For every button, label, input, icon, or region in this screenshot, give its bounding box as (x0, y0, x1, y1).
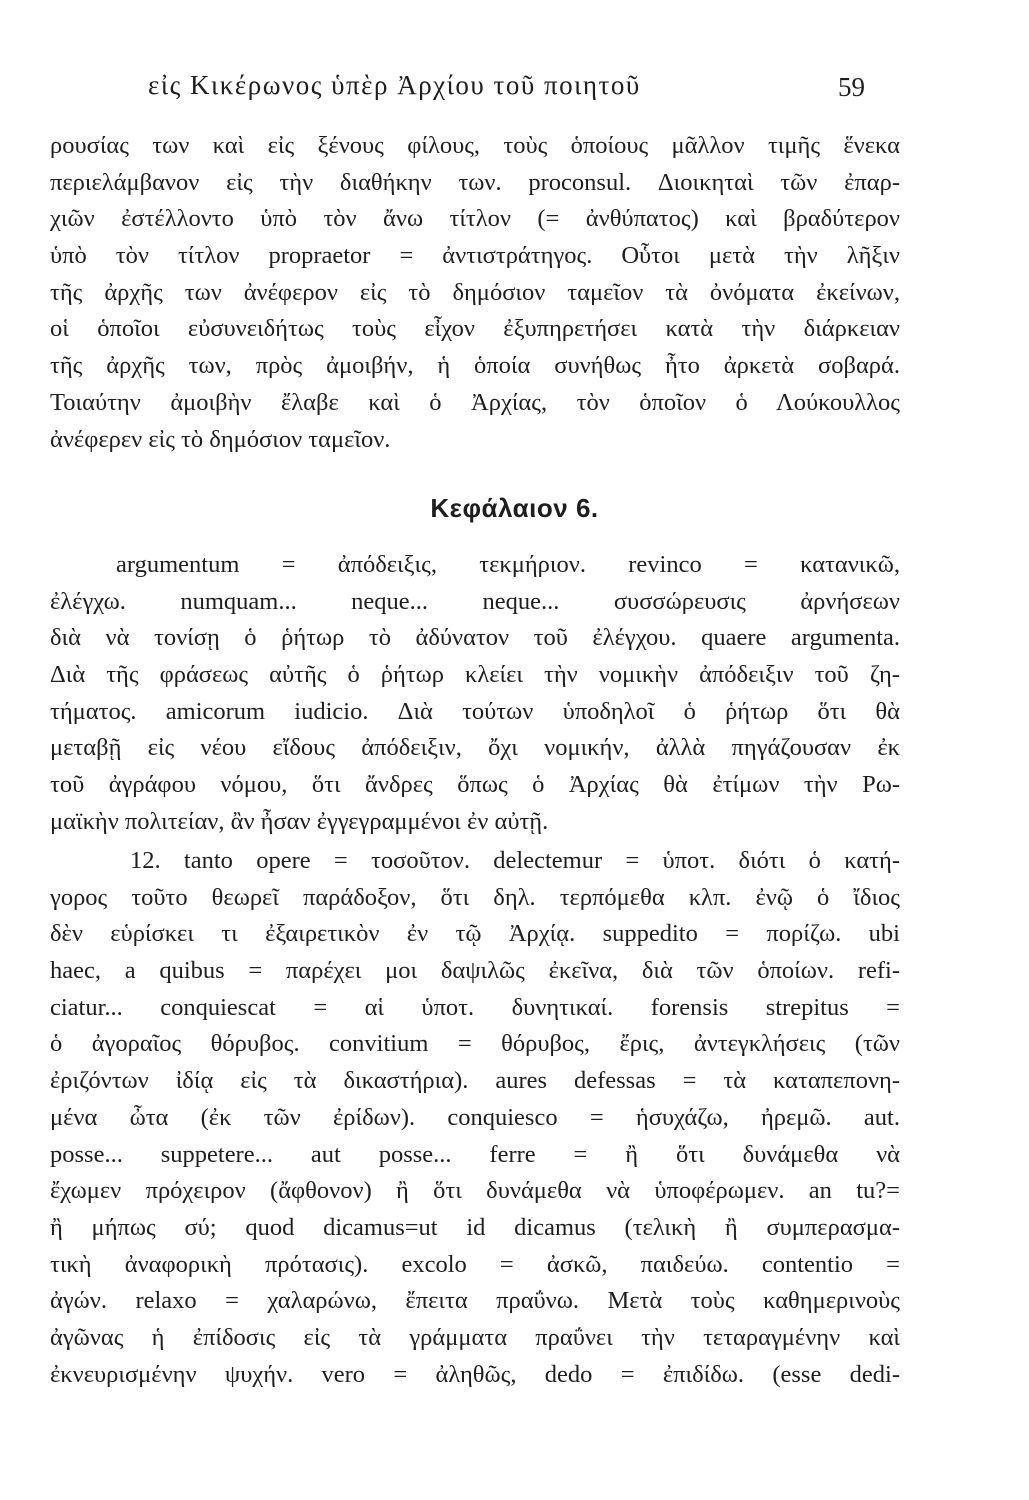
text-line: ἀνέφερεν εἰς τὸ δημόσιον ταμεῖον. (50, 425, 391, 453)
text-line: posse... suppetere... aut posse... ferre = ἢ ὅτι δυνάμεθα νὰ (50, 1140, 900, 1168)
text-line: περιελάμβανον εἰς τὴν διαθήκην των. proconsul. Διοικηταὶ τῶν ἐπαρ- (50, 168, 900, 196)
text-line: μεταβῇ εἰς νέου εἴδους ἀπόδειξιν, ὄχι νομικήν, ἀλλὰ πηγάζουσαν ἐκ (50, 734, 900, 762)
paragraph-commentary-1 (50, 128, 900, 458)
text-line: Τοιαύτην ἀμοιβὴν ἔλαβε καὶ ὁ Ἀρχίας, τὸν ὁποῖον ὁ Λούκουλλος (50, 388, 900, 416)
text-line: ἐριζόντων ἰδίᾳ εἰς τὰ δικαστήρια). aures defessas = τὰ καταπεπονη- (50, 1067, 900, 1095)
text-line: ὁ ἀγοραῖος θόρυβος. convitium = θόρυβος, ἔρις, ἀντεγκλήσεις (τῶν (50, 1030, 900, 1058)
text-line: Διὰ τῆς φράσεως αὐτῆς ὁ ῥήτωρ κλείει τὴν νομικὴν ἀπόδειξιν τοῦ ζη- (50, 661, 900, 689)
chapter-heading: Κεφάλαιον 6. (430, 493, 599, 523)
text-line: γορος τοῦτο θεωρεῖ παράδοξον, ὅτι δηλ. τερπόμεθα κλπ. ἐνῷ ὁ ἴδιος (50, 883, 900, 911)
text-line: τοῦ ἀγράφου νόμου, ὅτι ἄνδρες ὅπως ὁ Ἀρχίας θὰ ἐτίμων τὴν Ρω- (50, 771, 900, 799)
running-title: εἰς Κικέρωνος ὑπὲρ Ἀρχίου τοῦ ποιητοῦ (148, 70, 641, 100)
text-line: ἢ μήπως σύ; quod dicamus=ut id dicamus (τελικὴ ἢ συμπερασμα- (50, 1213, 900, 1241)
text-line: argumentum = ἀπόδειξις, τεκμήριον. revinco = κατανικῶ, (116, 551, 900, 578)
text-line: τικὴ ἀναφορικὴ πρότασις). excolo = ἀσκῶ, παιδεύω. contentio = (50, 1250, 900, 1278)
text-line: haec, a quibus = παρέχει μοι δαψιλῶς ἐκεῖνα, διὰ τῶν ὁποίων. refi- (50, 957, 900, 985)
text-line: τῆς ἀρχῆς των, πρὸς ἀμοιβήν, ἡ ὁποία συνήθως ἦτο ἀρκετὰ σοβαρά. (50, 352, 900, 380)
text-line: μένα ὦτα (ἐκ τῶν ἐρίδων). conquiesco = ἡσυχάζω, ἠρεμῶ. aut. (50, 1103, 900, 1131)
text-line: διὰ νὰ τονίσῃ ὁ ῥήτωρ τὸ ἀδύνατον τοῦ ἐλέγχου. quaere argumenta. (50, 624, 900, 652)
text-line: ἐλέγχω. numquam... neque... neque... συσσώρευσις ἀρνήσεων (50, 587, 900, 615)
text-line: ciatur... conquiescat = αἱ ὑποτ. δυνητικαί. forensis strepitus = (50, 993, 900, 1021)
text-line: τῆς ἀρχῆς των ἀνέφερον εἰς τὸ δημόσιον ταμεῖον τὰ ὀνόματα ἐκείνων, (50, 278, 900, 306)
text-line: οἱ ὁποῖοι εὐσυνειδήτως τοὺς εἶχον ἐξυπηρετήσει κατὰ τὴν διάρκειαν (50, 315, 900, 343)
text-line: δὲν εὑρίσκει τι ἐξαιρετικὸν ἐν τῷ Ἀρχίᾳ. suppedito = πορίζω. ubi (50, 920, 900, 948)
text-line: μαϊκὴν πολιτείαν, ἂν ἦσαν ἐγγεγραμμένοι ἐν αὐτῇ. (50, 807, 549, 835)
text-line: ἔχωμεν πρόχειρον (ἄφθονον) ἢ ὅτι δυνάμεθα νὰ ὑποφέρωμεν. an tu?= (50, 1177, 900, 1205)
text-line: ἀγών. relaxo = χαλαρώνω, ἔπειτα πραΰνω. Μετὰ τοὺς καθημερινοὺς (50, 1287, 900, 1315)
text-line: ρουσίας των καὶ εἰς ξένους φίλους, τοὺς ὁποίους μᾶλλον τιμῆς ἕνεκα (50, 132, 900, 159)
text-line: ἐκνευρισμένην ψυχήν. vero = ἀληθῶς, dedo = ἐπιδίδω. (esse dedi- (50, 1360, 900, 1388)
paragraph-chapter-6 (50, 547, 900, 841)
text-line: τήματος. amicorum iudicio. Διὰ τούτων ὑποδηλοῖ ὁ ῥήτωρ ὅτι θὰ (50, 697, 900, 725)
text-line: 12. tanto opere = τοσοῦτον. delectemur = ὑποτ. διότι ὁ κατή- (130, 847, 900, 874)
paragraph-section-12 (50, 843, 900, 1393)
page-number: 59 (838, 72, 865, 102)
text-line: ἀγῶνας ἡ ἐπίδοσις εἰς τὰ γράμματα πραΰνει τὴν τεταραγμένην καὶ (50, 1323, 900, 1351)
text-line: χιῶν ἐστέλλοντο ὑπὸ τὸν ἄνω τίτλον (= ἀνθύπατος) καὶ βραδύτερον (50, 205, 900, 233)
text-line: ὑπὸ τὸν τίτλον propraetor = ἀντιστράτηγος. Οὗτοι μετὰ τὴν λῆξιν (50, 242, 900, 270)
